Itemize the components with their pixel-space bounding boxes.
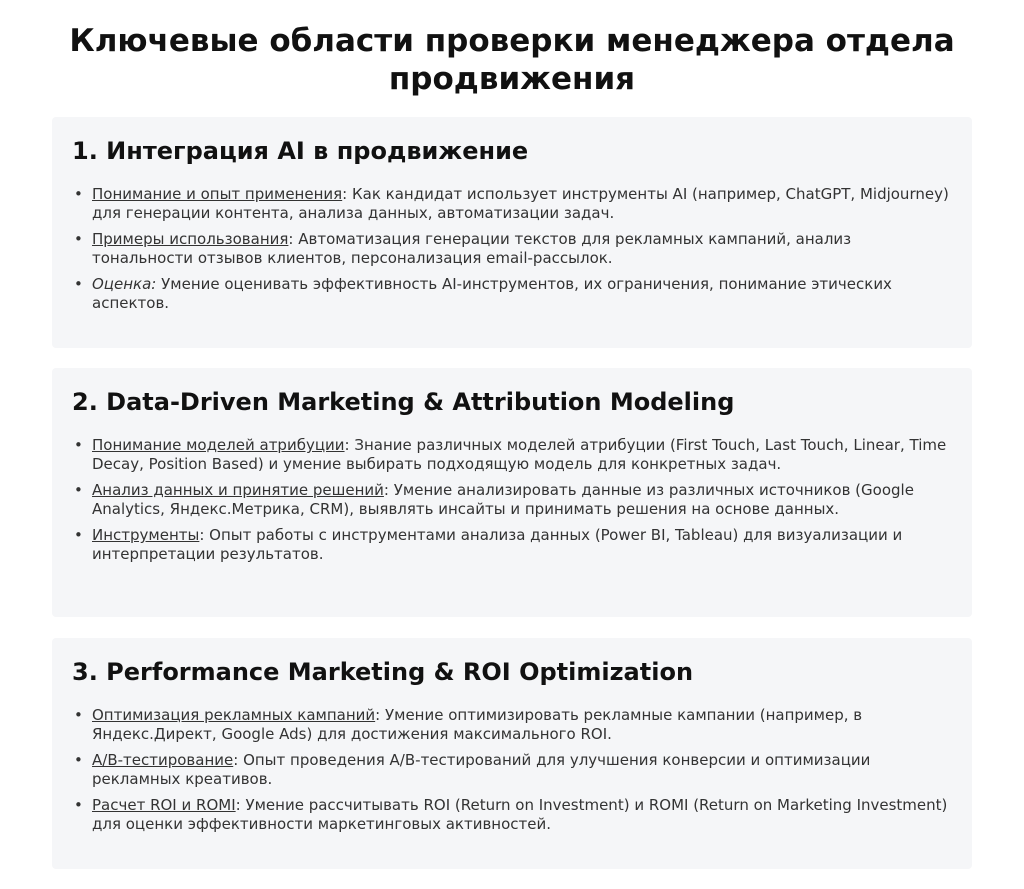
item-separator: : (342, 185, 348, 203)
item-text: Умение рассчитывать ROI (Return on Investment) и ROMI (Return on Marketing Investment) для оценки эффективности маркетинговых активностей. (92, 796, 948, 833)
section-heading: 1. Интеграция AI в продвижение (72, 137, 529, 165)
section-ai-integration (52, 117, 972, 348)
item-term: Инструменты (92, 526, 200, 544)
section-performance-marketing (52, 638, 972, 869)
page-title: Ключевые области проверки менеджера отдела продвижения (69, 23, 955, 97)
list-item (72, 481, 952, 519)
bullet-list (72, 436, 952, 564)
item-separator: : (199, 526, 205, 544)
item-separator: : (288, 230, 294, 248)
list-item (72, 185, 952, 223)
list-item (72, 751, 952, 789)
item-term: Примеры использования (92, 230, 289, 248)
item-separator: : (383, 481, 389, 499)
item-text: Как кандидат использует инструменты AI (например, ChatGPT, Midjourney) для генерации контента, анализа данных, автоматизации задач. (92, 185, 949, 222)
section-heading: 3. Performance Marketing & ROI Optimization (72, 658, 694, 686)
list-item (72, 526, 952, 564)
list-item (72, 436, 952, 474)
item-term: Понимание моделей атрибуции (92, 436, 345, 454)
item-separator: : (344, 436, 350, 454)
section-heading: 2. Data-Driven Marketing & Attribution Modeling (72, 388, 735, 416)
item-separator: : (375, 706, 381, 724)
section-data-driven-marketing (52, 368, 972, 617)
list-item (72, 275, 952, 313)
item-separator: : (233, 751, 239, 769)
item-term: Оптимизация рекламных кампаний (92, 706, 376, 724)
item-text: Опыт проведения A/B-тестирований для улучшения конверсии и оптимизации рекламных креативов. (92, 751, 871, 788)
list-item (72, 706, 952, 744)
item-term: Понимание и опыт применения (92, 185, 343, 203)
bullet-list (72, 706, 952, 834)
item-term: Оценка: (92, 275, 157, 293)
item-text: Опыт работы с инструментами анализа данных (Power BI, Tableau) для визуализации и интерпретации результатов. (92, 526, 903, 563)
item-term: Расчет ROI и ROMI (92, 796, 236, 814)
item-text: Умение анализировать данные из различных источников (Google Analytics, Яндекс.Метрика, CRM), выявлять инсайты и принимать решения на основе данных. (92, 481, 914, 518)
bullet-list (72, 185, 952, 313)
item-separator: : (235, 796, 241, 814)
item-text: Умение оптимизировать рекламные кампании (например, в Яндекс.Директ, Google Ads) для достижения максимального ROI. (92, 706, 863, 743)
item-text: Автоматизация генерации текстов для рекламных кампаний, анализ тональности отзывов клиентов, персонализация email-рассылок. (92, 230, 852, 267)
list-item (72, 230, 952, 268)
list-item (72, 796, 952, 834)
item-term: A/B-тестирование (92, 751, 234, 769)
item-term: Анализ данных и принятие решений (92, 481, 384, 499)
item-text: Знание различных моделей атрибуции (First Touch, Last Touch, Linear, Time Decay, Position Based) и умение выбирать подходящую модель для конкретных задач. (92, 436, 947, 473)
item-text: Умение оценивать эффективность AI-инструментов, их ограничения, понимание этических аспектов. (92, 275, 892, 312)
